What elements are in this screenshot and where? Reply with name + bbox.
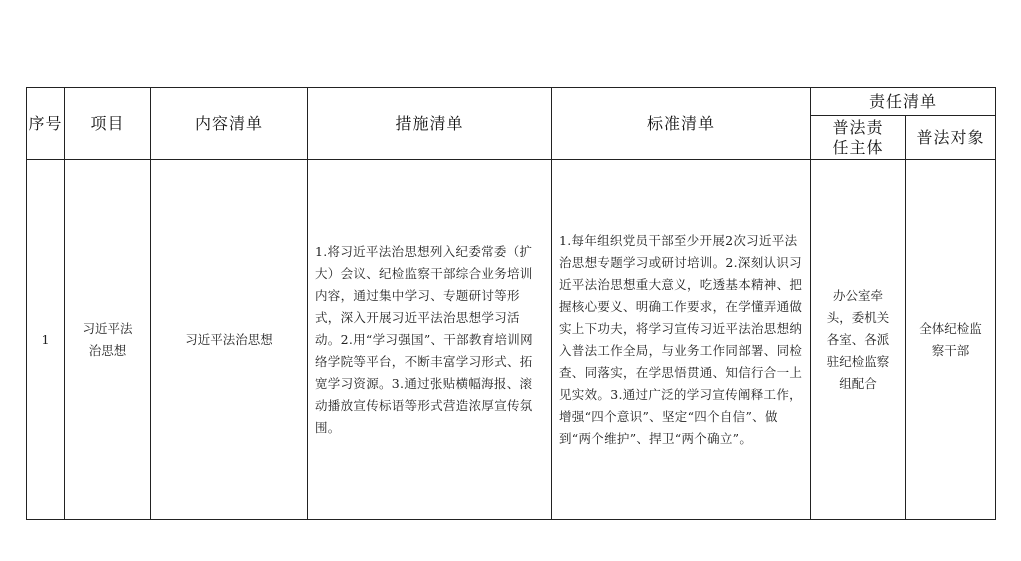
table-row	[27, 160, 996, 520]
header-project: 项目	[65, 88, 151, 160]
header-measures-list: 措施清单	[308, 88, 552, 160]
header-target-audience: 普法对象	[906, 116, 996, 160]
cell-responsible-subject: 办公室牵头，委机关各室、各派驻纪检监察组配合	[811, 160, 906, 520]
cell-seq: 1	[27, 160, 65, 520]
cell-standard: 1.每年组织党员干部至少开展2次习近平法治思想专题学习或研讨培训。2.深刻认识习近平法治思想重大意义，吃透基本精神、把握核心要义、明确工作要求，在学懂弄通做实上下功夫，将学习宣传习近平法治思想纳入普法工作全局，与业务工作同部署、同检查、同落实，在学思悟贯通、知信行合一上见实效。3.通过广泛的学习宣传阐释工作，增强“四个意识”、坚定“四个自信”、做到“两个维护”、捍卫“两个确立”。	[552, 160, 811, 520]
cell-project: 习近平法治思想	[65, 160, 151, 520]
header-content-list: 内容清单	[151, 88, 308, 160]
responsibility-list-table	[26, 87, 996, 520]
cell-target-audience: 全体纪检监察干部	[906, 160, 996, 520]
cell-content: 习近平法治思想	[151, 160, 308, 520]
cell-measures: 1.将习近平法治思想列入纪委常委（扩大）会议、纪检监察干部综合业务培训内容，通过集中学习、专题研讨等形式，深入开展习近平法治思想学习活动。2.用“学习强国”、干部教育培训网络学院等平台，不断丰富学习形式、拓宽学习资源。3.通过张贴横幅海报、滚动播放宣传标语等形式营造浓厚宣传氛围。	[308, 160, 552, 520]
header-responsibility-list: 责任清单	[811, 88, 996, 116]
header-seq: 序号	[27, 88, 65, 160]
header-responsible-subject: 普法责任主体	[811, 116, 906, 160]
header-standard-list: 标准清单	[552, 88, 811, 160]
header-row-top	[27, 88, 996, 116]
